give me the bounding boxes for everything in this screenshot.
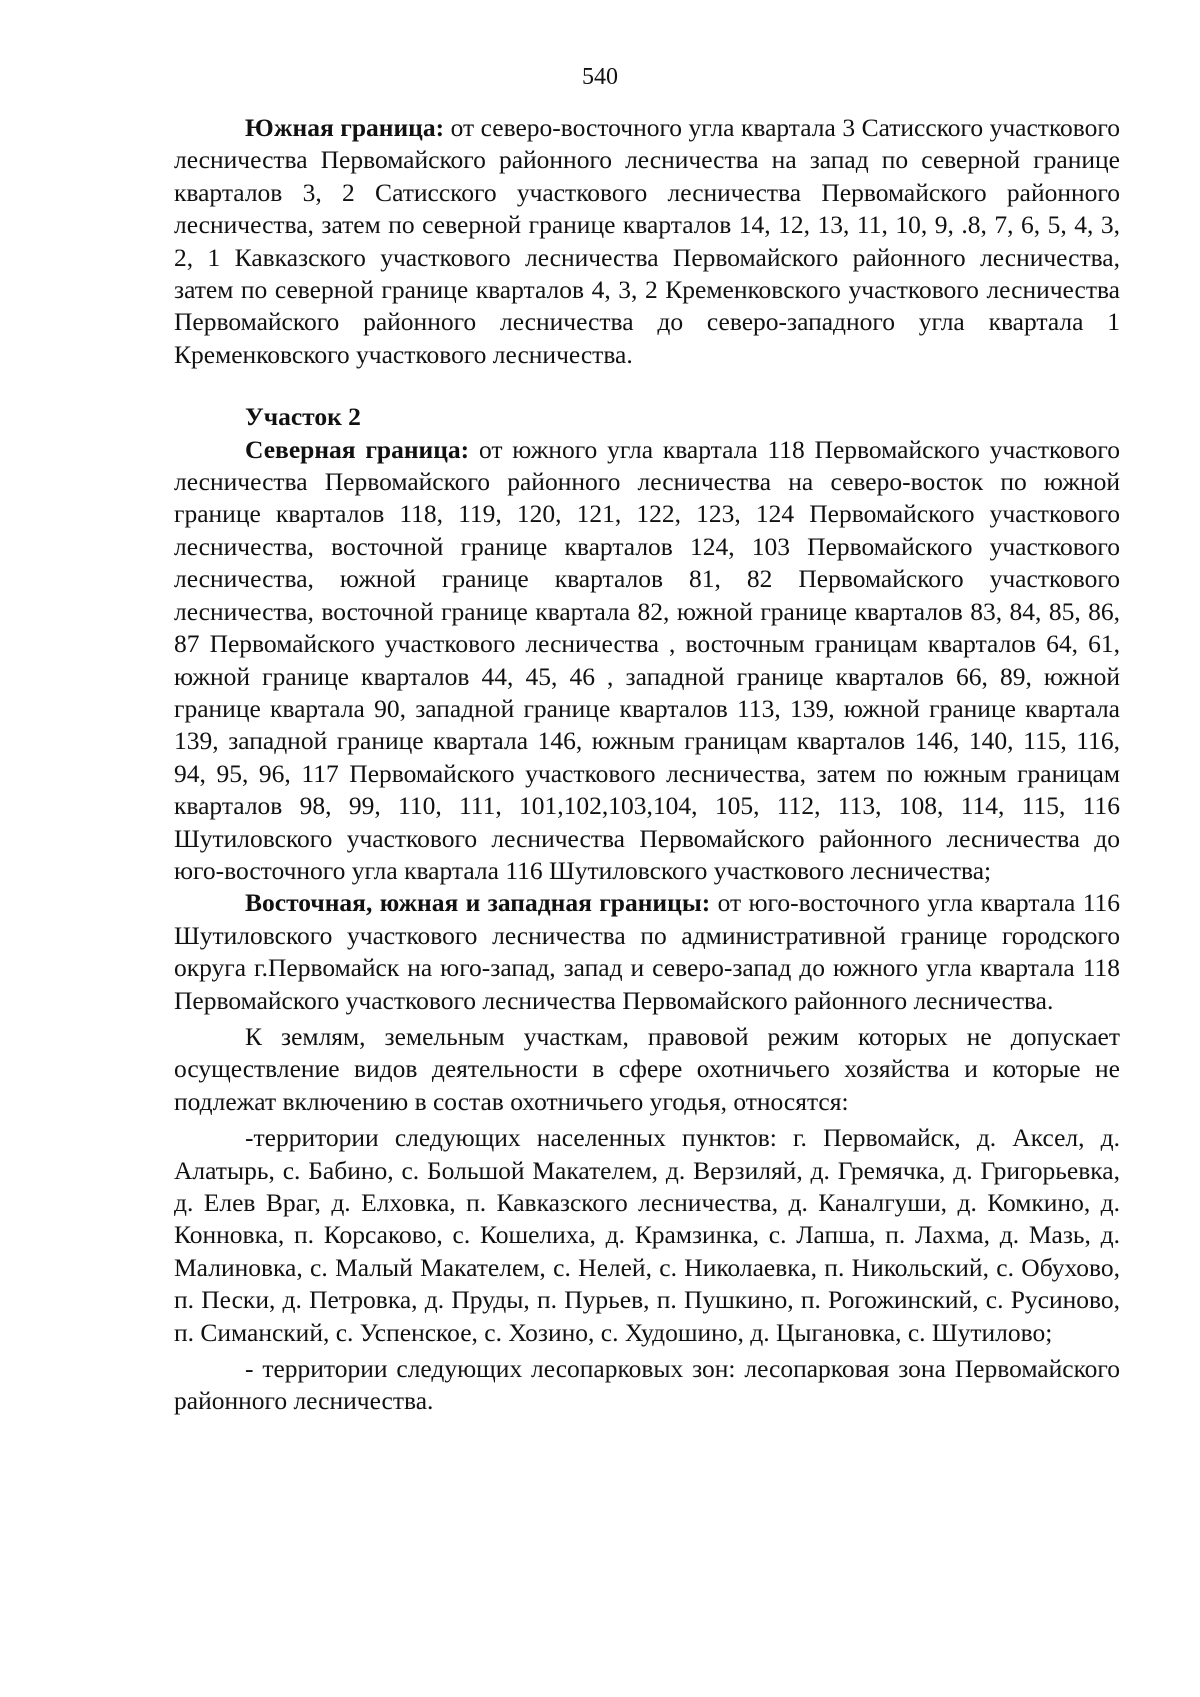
east-south-west-boundary-paragraph [174, 887, 1120, 1017]
lands-intro-paragraph: К землям, земельным участкам, правовой режим которых не допускает осуществление видов деятельности в сфере охотничьего хозяйства и которые не подлежат включению в состав охотничьего угодья, относятся: [174, 1021, 1120, 1116]
forest-parks-paragraph: - территории следующих лесопарковых зон: лесопарковая зона Первомайского районного лесничества. [174, 1354, 1120, 1416]
east-south-west-boundary-text: от юго-восточного угла квартала 116 Шутиловского участкового лесничества по административной границе городского округа г.Первомайск на юго-запад, запад и северо-запад до южного угла квартала 118 Первомайского участкового лесничества Первомайского районного лесничества. [174, 888, 1121, 1015]
south-boundary-label: Южная граница: [245, 113, 445, 142]
north-boundary-label: Северная граница: [245, 434, 470, 464]
north-boundary-paragraph [174, 434, 1120, 888]
page-number: 540 [582, 64, 618, 90]
document-body [174, 112, 1120, 1418]
east-south-west-boundary-label: Восточная, южная и западная границы: [245, 888, 711, 918]
south-boundary-text: от северо-восточного угла квартала 3 Сатисского участкового лесничества Первомайского районного лесничества на запад по северной границе кварталов 3, 2 Сатисского участкового лесничества Первомайского районного лесничества, затем по северной границе кварталов 14, 12, 13, 11, 10, 9, .8, 7, 6, 5, 4, 3, 2, 1 Кавказского участкового лесничества Первомайского районного лесничества, затем по северной границе кварталов 4, 3, 2 Кременковского участкового лесничества Первомайского районного лесничества до северо-западного угла квартала 1 Кременковского участкового лесничества. [174, 113, 1120, 369]
north-boundary-text: от южного угла квартала 118 Первомайского участкового лесничества Первомайского районного лесничества на северо-восток по южной границе кварталов 118, 119, 120, 121, 122, 123, 124 Первомайского участкового лесничества, восточной границе кварталов 124, 103 Первомайского участкового лесничества, южной границе кварталов 81, 82 Первомайского участкового лесничества, восточной границе квартала 82, южной границе кварталов 83, 84, 85, 86, 87 Первомайского участкового лесничества , восточным границам кварталов 64, 61, южной границе кварталов 44, 45, 46 , западной границе кварталов 66, 89, южной границе квартала 90, западной границе кварталов 113, 139, южной границе квартала 139, западной границе квартала 146, южным границам кварталов 146, 140, 115, 116, 94, 95, 96, 117 Первомайского участкового лесничества, затем по южным границам кварталов 98, 99, 110, 111, 101,102,103,104, 105, 112, 113, 108, 114, 115, 116 Шутиловского участкового лесничества Первомайского районного лесничества до юго-восточного угла квартала 116 Шутиловского участкового лесничества; [174, 434, 1120, 885]
settlements-paragraph: -территории следующих населенных пунктов: г. Первомайск, д. Аксел, д. Алатырь, с. Бабино, с. Большой Макателем, д. Верзиляй, д. Гремячка, д. Григорьевка, д. Елев Враг, д. Елховка, п. Кавказского лесничества, д. Каналгуши, д. Комкино, д. Конновка, п. Корсаково, с. Кошелиха, д. Крамзинка, с. Лапша, п. Лахма, д. Мазь, д. Малиновка, с. Малый Макателем, с. Нелей, с. Николаевка, п. Никольский, с. Обухово, п. Пески, д. Петровка, д. Пруды, п. Пурьев, п. Пушкино, п. Рогожинский, с. Русиново, п. Симанский, с. Успенское, с. Хозино, с. Худошино, д. Цыгановка, с. Шутилово; [174, 1123, 1120, 1347]
south-boundary-paragraph [174, 112, 1120, 371]
section-2-title: Участок 2 [245, 402, 361, 432]
